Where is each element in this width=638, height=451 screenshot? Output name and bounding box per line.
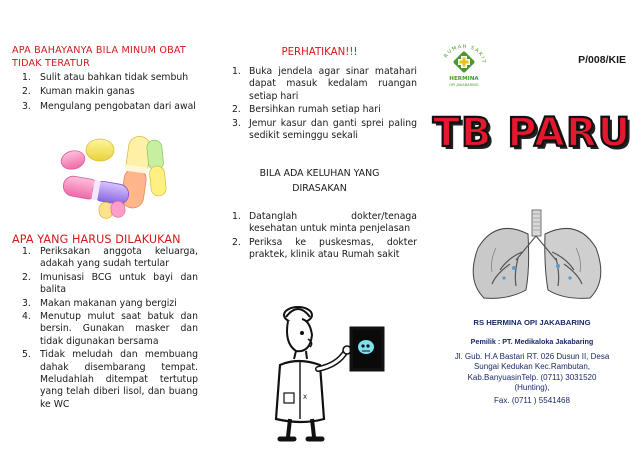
- panel-middle: [213, 0, 426, 451]
- title-block: [426, 110, 638, 156]
- list-item: [22, 298, 198, 310]
- item-number: 2.: [232, 236, 241, 248]
- list-item: [232, 66, 417, 103]
- item-number: 2.: [232, 104, 241, 116]
- item-text: Imunisasi BCG untuk bayi dan balita: [40, 271, 198, 296]
- tablet-icon: [59, 148, 87, 172]
- list-item: [22, 311, 198, 348]
- list-bahaya: [22, 72, 208, 115]
- item-number: 5.: [22, 349, 31, 361]
- heading-lakukan: APA YANG HARUS DILAKUKAN: [12, 233, 181, 246]
- item-text: Mengulang pengobatan dari awal: [40, 100, 196, 112]
- item-text: Makan makanan yang bergizi: [40, 297, 177, 309]
- hermina-logo: [436, 42, 492, 90]
- item-number: 1.: [22, 72, 31, 83]
- item-text: Jemur kasur dan ganti sprei paling sedikit seminggu sekali: [249, 117, 417, 142]
- item-number: 3.: [22, 297, 31, 309]
- panel-left: [0, 0, 213, 451]
- panel-right: [426, 0, 638, 451]
- item-text: Periksa ke puskesmas, dokter praktek, klinik atau Rumah sakit: [249, 236, 417, 261]
- item-text: Bersihkan rumah setiap hari: [249, 104, 381, 116]
- heading-keluhan-line-1: BILA ADA KELUHAN YANG: [259, 168, 380, 179]
- item-number: 2.: [22, 86, 31, 98]
- list-perhatikan: [232, 66, 417, 143]
- item-number: 2.: [22, 271, 31, 283]
- item-number: 4.: [22, 311, 31, 323]
- item-text: Periksakan anggota keluarga, adakah yang sudah tertular: [40, 246, 198, 270]
- list-item: [22, 272, 198, 297]
- list-item: [232, 118, 417, 143]
- pills-illustration: [55, 128, 170, 220]
- item-text: Buka jendela agar sinar matahari dapat masuk kedalam ruangan setiap hari: [249, 66, 417, 102]
- item-text: Datanglah dokter/tenaga kesehatan untuk minta penjelasan: [249, 211, 417, 235]
- list-item: [22, 349, 198, 411]
- item-number: 3.: [232, 117, 241, 129]
- list-keluhan: [232, 211, 417, 263]
- address-line: Kab.BanyuasinTelp. (0711) 3031520: [467, 372, 597, 382]
- item-text: Kuman makin ganas: [40, 86, 135, 98]
- item-text: Sulit atau bahkan tidak sembuh: [40, 72, 189, 83]
- list-item: [22, 72, 208, 84]
- doctor-xray-illustration: [258, 295, 393, 445]
- document-code: P/008/KIE: [578, 54, 626, 66]
- heading-keluhan-line-2: DIRASAKAN: [292, 183, 347, 194]
- item-number: 1.: [22, 246, 31, 257]
- list-item: [232, 211, 417, 236]
- fax-line: Fax. (0711 ) 5541468: [494, 396, 570, 405]
- heading-perhatikan: PERHATIKAN!!!: [281, 47, 358, 58]
- list-item: [22, 101, 208, 113]
- tablet-icon: [86, 139, 114, 161]
- item-number: 1.: [232, 66, 241, 77]
- logo-top-text: RUMAH SAKIT: [443, 43, 487, 64]
- list-item: [232, 237, 417, 262]
- logo-subtext: OPI JAKABARING: [449, 83, 479, 87]
- item-number: 3.: [22, 100, 31, 112]
- address-block: [426, 352, 638, 394]
- heading-bahaya: APA BAHAYANYA BILA MINUM OBAT TIDAK TERATUR: [12, 45, 186, 69]
- address-line: Sungai Kedukan Kec.Rambutan,: [473, 362, 591, 372]
- owner-line: Pemilik : PT. Medikaloka Jakabaring: [470, 337, 594, 346]
- svg-text:X: X: [303, 394, 308, 401]
- list-item: [22, 86, 208, 98]
- logo-name: HERMINA: [449, 76, 479, 82]
- address-line: Jl. Gub. H.A Bastari RT. 026 Dusun II, Desa: [454, 352, 610, 361]
- item-number: 1.: [232, 211, 241, 222]
- item-text: Menutup mulut saat batuk dan bersin. Gunakan masker dan tidak digunakan bersama: [40, 311, 198, 347]
- xray-skull-icon: [358, 340, 374, 354]
- list-lakukan: [22, 246, 198, 412]
- address-line: (Hunting),: [514, 383, 550, 393]
- list-item: [22, 246, 198, 271]
- lungs-illustration: [456, 208, 616, 303]
- page-title: TB PARU: [432, 110, 632, 156]
- hospital-name: RS HERMINA OPI JAKABARING: [473, 318, 591, 327]
- list-item: [232, 104, 417, 116]
- item-text: Tidak meludah dan membuang dahak disembarang tempat. Meludahlah ditempat tertutup yang telah diberi lisol, dan buang ke WC: [40, 349, 198, 410]
